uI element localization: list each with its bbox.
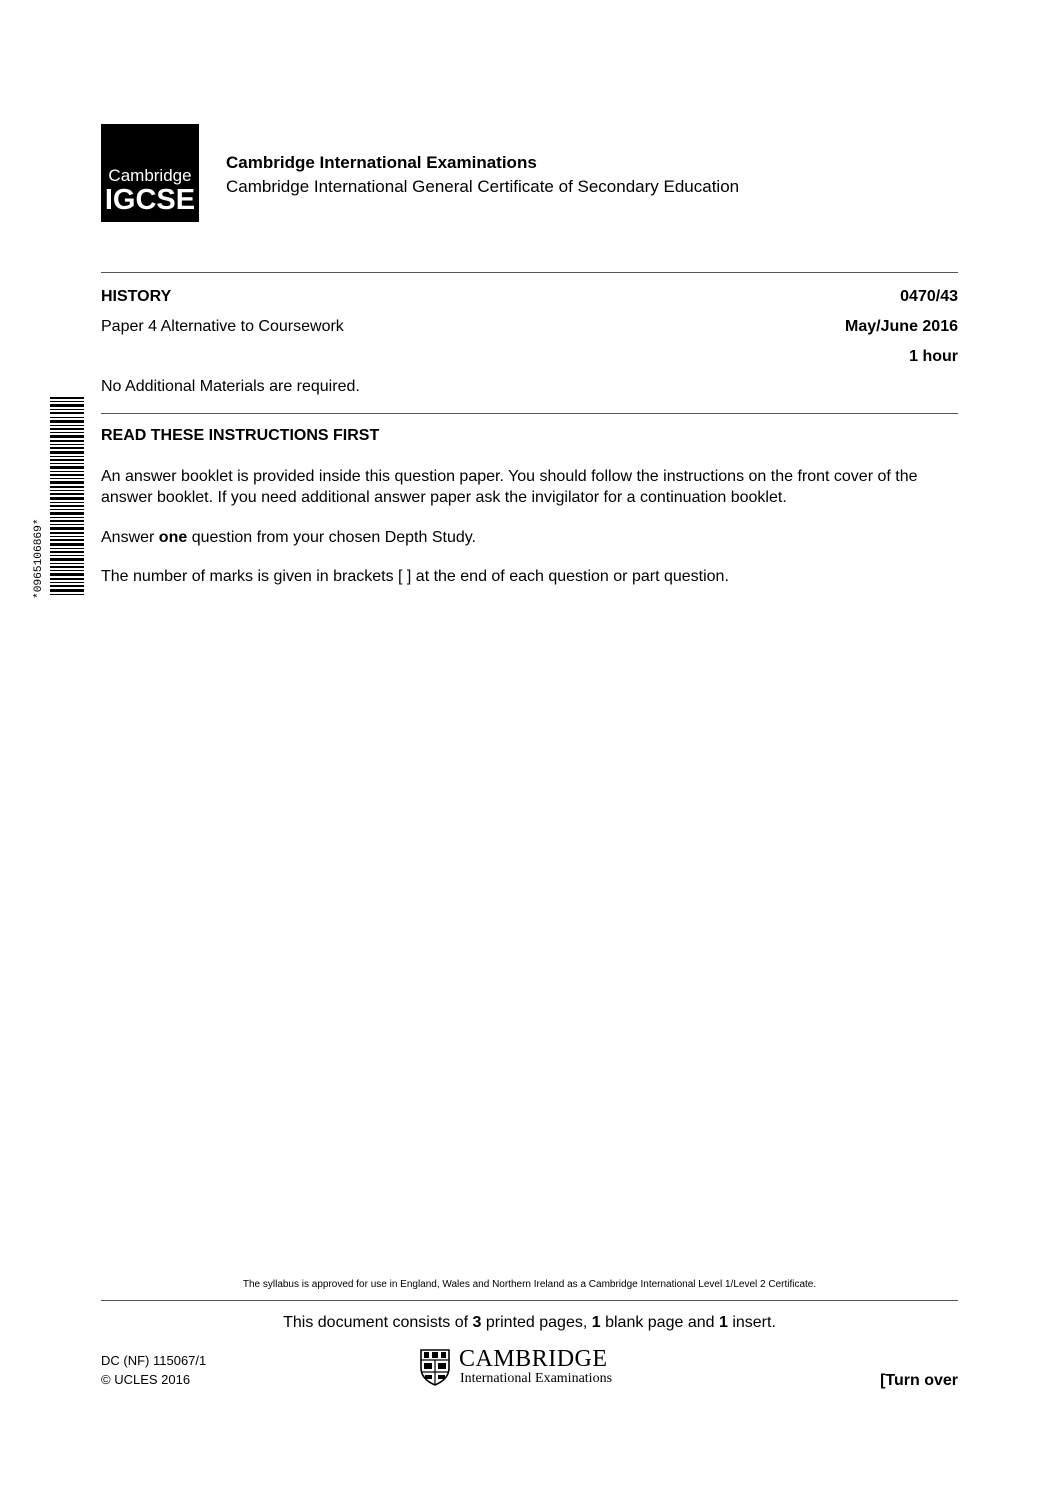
candidate-barcode (33, 393, 88, 601)
logo-cambridge-text: Cambridge (108, 166, 192, 185)
exam-duration: 1 hour (909, 348, 958, 365)
para2-bold: one (158, 529, 188, 546)
instructions-para-answer-one (101, 527, 961, 548)
subject-title: HISTORY (101, 288, 172, 305)
turn-over-label: [Turn over (880, 1372, 958, 1389)
divider-footer (101, 1300, 958, 1301)
divider-instructions (101, 413, 958, 414)
document-code: DC (NF) 115067/1 (101, 1353, 207, 1368)
instructions-heading: READ THESE INSTRUCTIONS FIRST (101, 427, 380, 444)
copyright: © UCLES 2016 (101, 1372, 191, 1387)
cambridge-wordmark: CAMBRIDGE (459, 1346, 608, 1372)
consists-pages-count: 3 (472, 1314, 482, 1331)
consists-mid2: blank page and (600, 1314, 719, 1331)
cambridge-crest-icon (419, 1348, 451, 1386)
cambridge-igcse-logo (101, 124, 199, 222)
barcode-text: *0965106869* (33, 518, 45, 599)
consists-pre: This document consists of (283, 1314, 473, 1331)
paper-name: Paper 4 Alternative to Coursework (101, 318, 344, 335)
consists-mid1: printed pages, (481, 1314, 592, 1331)
consists-insert-count: 1 (718, 1314, 728, 1331)
consists-blank-count: 1 (591, 1314, 601, 1331)
paper-code: 0470/43 (900, 288, 958, 305)
instructions-para-marks: The number of marks is given in brackets [ ] at the end of each question or part question. (101, 568, 729, 585)
materials-note: No Additional Materials are required. (101, 378, 360, 395)
para2-pre: Answer (101, 529, 159, 546)
document-consists-note (101, 1314, 958, 1332)
instructions-para-answer-booklet: An answer booklet is provided inside this question paper. You should follow the instructions on the front cover of the answer booklet. If you need additional answer paper ask the invigilator for a continuation booklet. (101, 468, 918, 506)
org-title: Cambridge International Examinations (226, 153, 537, 172)
org-subtitle: Cambridge International General Certificate of Secondary Education (226, 177, 740, 196)
syllabus-note: The syllabus is approved for use in England, Wales and Northern Ireland as a Cambridge International Level 1/Level 2 Certificate. (242, 1279, 817, 1290)
para2-post: question from your chosen Depth Study. (187, 529, 476, 546)
consists-post: insert. (727, 1314, 776, 1331)
exam-session: May/June 2016 (845, 318, 958, 335)
cambridge-wordmark-sub: International Examinations (460, 1371, 613, 1386)
divider-top (101, 272, 958, 273)
logo-igcse-text: IGCSE (104, 184, 196, 216)
